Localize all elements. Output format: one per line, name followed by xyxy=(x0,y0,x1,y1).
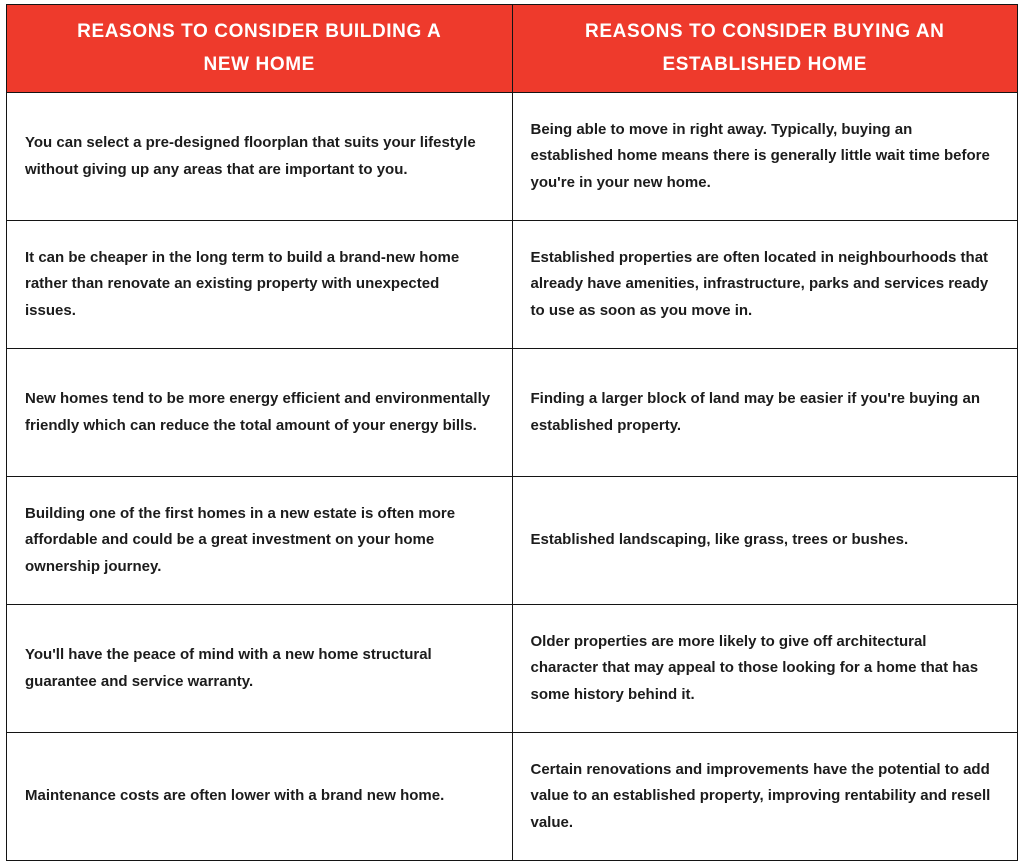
cell-new-home-energy: New homes tend to be more energy efficient and environmentally friendly which can reduce the total amount of your energy bills. xyxy=(7,349,513,477)
cell-new-home-cheaper: It can be cheaper in the long term to build a brand-new home rather than renovate an existing property with unexpected issues. xyxy=(7,221,513,349)
table-body xyxy=(7,93,1018,861)
cell-new-home-estate-investment: Building one of the first homes in a new estate is often more affordable and could be a great investment on your home ownership journey. xyxy=(7,477,513,605)
cell-established-move-in: Being able to move in right away. Typically, buying an established home means there is generally little wait time before you're in your new home. xyxy=(512,93,1018,221)
cell-established-neighbourhoods: Established properties are often located in neighbourhoods that already have amenities, infrastructure, parks and services ready to use as soon as you move in. xyxy=(512,221,1018,349)
cell-established-character: Older properties are more likely to give off architectural character that may appeal to those looking for a home that has some history behind it. xyxy=(512,605,1018,733)
table-header-row xyxy=(7,5,1018,93)
table-row xyxy=(7,477,1018,605)
table-row xyxy=(7,733,1018,861)
table-row xyxy=(7,605,1018,733)
cell-established-larger-land: Finding a larger block of land may be easier if you're buying an established property. xyxy=(512,349,1018,477)
table-row xyxy=(7,349,1018,477)
new-vs-established-home-table xyxy=(6,4,1018,861)
cell-new-home-floorplan: You can select a pre-designed floorplan that suits your lifestyle without giving up any areas that are important to you. xyxy=(7,93,513,221)
column-header-buying-established-home: REASONS TO CONSIDER BUYING AN ESTABLISHED HOME xyxy=(512,5,1018,93)
table-row xyxy=(7,93,1018,221)
column-header-building-new-home: REASONS TO CONSIDER BUILDING A NEW HOME xyxy=(7,5,513,93)
cell-established-landscaping: Established landscaping, like grass, trees or bushes. xyxy=(512,477,1018,605)
cell-new-home-warranty: You'll have the peace of mind with a new home structural guarantee and service warranty. xyxy=(7,605,513,733)
cell-established-renovation-value: Certain renovations and improvements have the potential to add value to an established property, improving rentability and resell value. xyxy=(512,733,1018,861)
cell-new-home-maintenance: Maintenance costs are often lower with a brand new home. xyxy=(7,733,513,861)
table-row xyxy=(7,221,1018,349)
